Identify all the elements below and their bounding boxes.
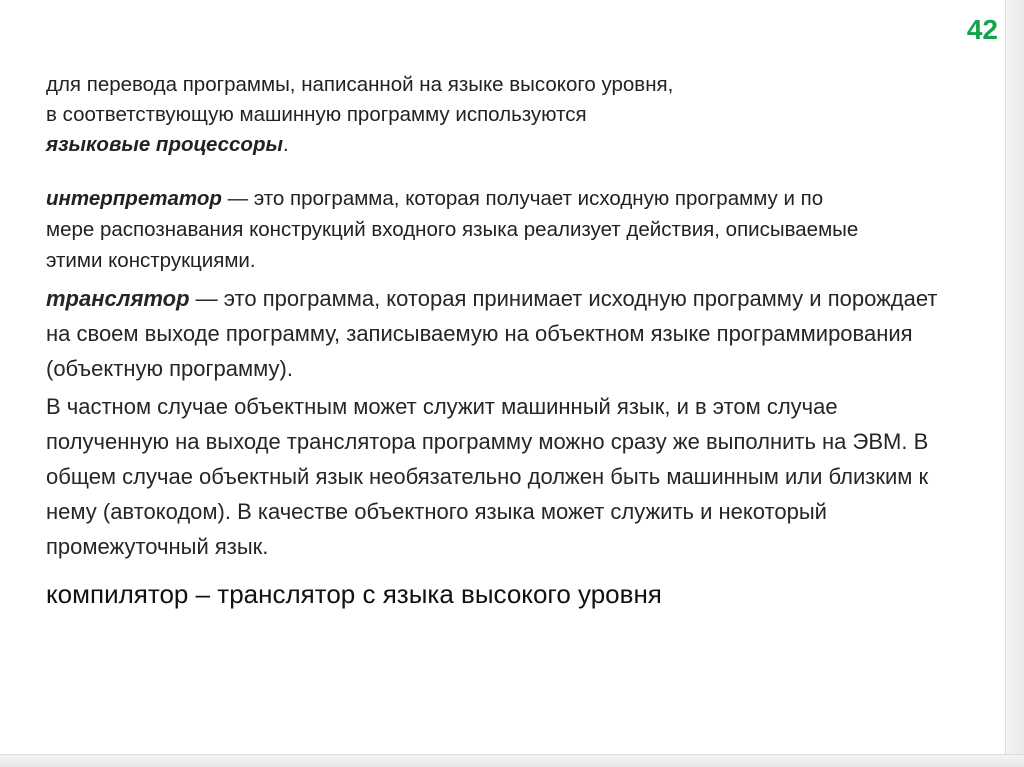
paragraph-compiler: компилятор – транслятор с языка высокого уровня — [46, 579, 662, 609]
p1-line2: в соответствующую машинную программу используются — [46, 103, 587, 126]
paragraph-interpreter — [46, 183, 866, 276]
slide-frame-right — [1005, 0, 1024, 767]
paragraph-object-language: В частном случае объектным может служит машинный язык, и в этом случае полученную на выходе транслятора программу можно сразу же выполнить на ЭВМ. В общем случае объектный язык необязательно должен быть машинным или близким к нему (автокодом). В качестве объектного языка может служить и некоторый промежуточный язык. — [46, 394, 929, 559]
p1-line1: для перевода программы, написанной на языке высокого уровня, — [46, 73, 674, 96]
translator-definition: — это программа, которая принимает исходную программу и порождает на своем выходе программу, записываемую на объектном языке программирования (объектную программу). — [46, 286, 938, 381]
term-interpreter: интерпретатор — [46, 187, 222, 210]
interpreter-definition: — это программа, которая получает исходную программу и по мере распознавания конструкций входного языка реализует действия, описываемые этими конструкциями. — [46, 187, 859, 272]
p1-end: . — [282, 133, 289, 156]
paragraph-translator — [46, 281, 966, 386]
slide-frame-bottom — [0, 754, 1024, 767]
paragraph-language-processors — [46, 70, 866, 160]
page-number: 42 — [966, 14, 998, 45]
term-language-processors: языковые процессоры — [46, 133, 283, 156]
term-translator: транслятор — [46, 286, 190, 311]
